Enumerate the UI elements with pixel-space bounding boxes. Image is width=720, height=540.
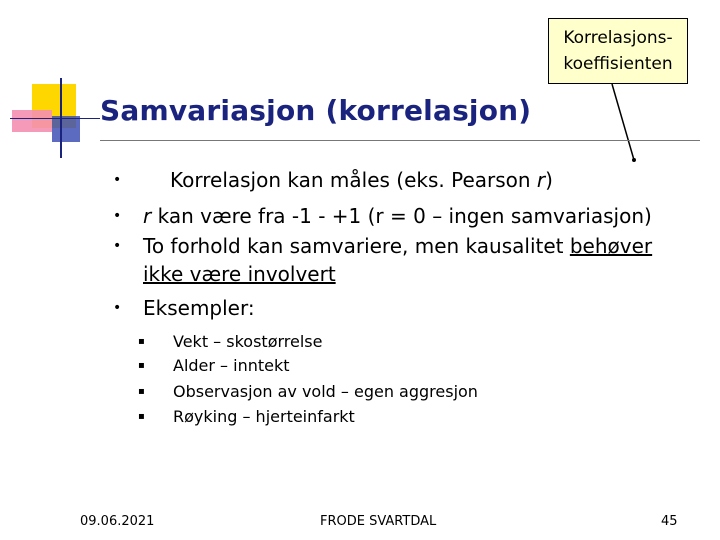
footer-date: 09.06.2021 [80, 514, 155, 529]
sub-bullet-2: Alder – inntekt [173, 356, 290, 375]
bullet-3-underlined-b: ikke være involvert [143, 262, 336, 286]
sub-bullet-3: Observasjon av vold – egen aggresjon [173, 382, 478, 401]
bullet-2-em: r [143, 204, 152, 228]
bullet-4: Eksempler: [143, 296, 255, 320]
bullet-2 [143, 202, 652, 230]
bullet-1-post: ) [545, 168, 553, 192]
footer-author: FRODE SVARTDAL [320, 514, 437, 529]
slide-title: Samvariasjon (korrelasjon) [100, 94, 532, 127]
callout-line-1: Korrelasjons- [563, 28, 673, 48]
bullet-dot: • [113, 300, 122, 316]
title-divider [100, 140, 700, 141]
bullet-3-underlined-a: behøver [569, 234, 653, 258]
footer-page-number: 45 [661, 514, 678, 529]
bullet-2-post: kan være fra -1 - +1 (r = 0 – ingen samvariasjon) [151, 204, 652, 228]
bullet-3-pre: To forhold kan samvariere, men kausalitet [143, 234, 570, 258]
sub-bullet-marker: ▪ [138, 336, 145, 347]
sub-bullet-marker: ▪ [138, 411, 145, 422]
sub-bullet-1: Vekt – skostørrelse [173, 332, 323, 351]
sub-bullet-4: Røyking – hjerteinfarkt [173, 407, 355, 426]
sub-bullet-marker: ▪ [138, 360, 145, 371]
bullet-dot: • [113, 172, 122, 188]
bullet-1-em: r [536, 168, 546, 192]
bullet-1-pre: Korrelasjon kan måles (eks. Pearson [170, 168, 537, 192]
sub-bullet-marker: ▪ [138, 386, 145, 397]
bullet-dot: • [113, 208, 122, 224]
bullet-1 [170, 166, 553, 194]
callout-line-2: koeffisienten [563, 54, 673, 74]
bullet-3 [143, 232, 713, 288]
bullet-dot: • [113, 238, 122, 254]
